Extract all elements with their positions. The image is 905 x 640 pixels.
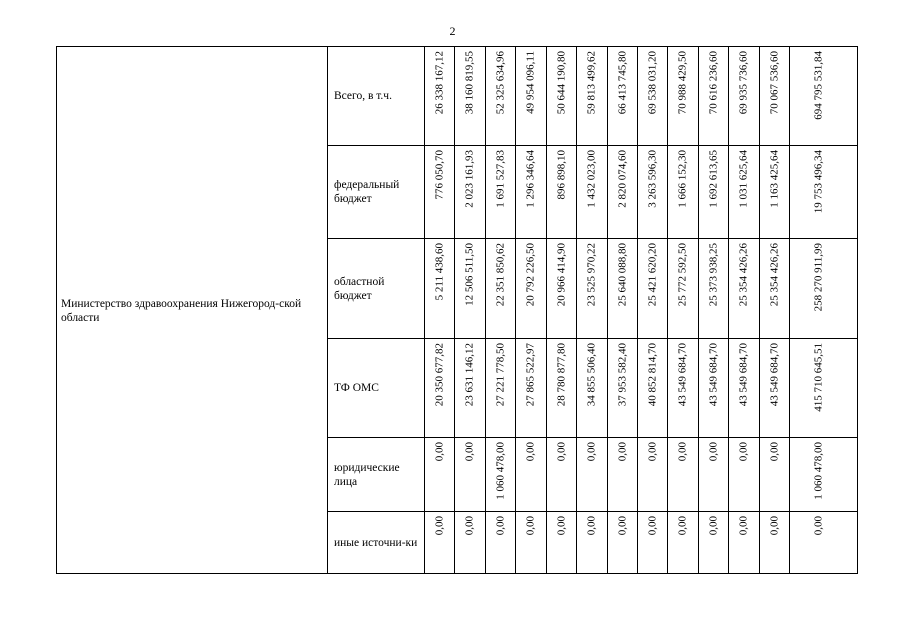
table-cell: [729, 47, 760, 145]
table-cell: [608, 239, 638, 338]
cell-value: 20 792 226,50: [524, 243, 537, 307]
table-cell: [455, 47, 486, 145]
table-cell: [760, 438, 790, 511]
cell-value: 2 820 074,60: [616, 150, 628, 208]
table-row: [328, 438, 857, 512]
table-cell: [790, 47, 848, 145]
cell-value: 0,00: [555, 442, 567, 462]
table-cell: [486, 339, 516, 437]
table-cell: [668, 438, 699, 511]
table-cell: [455, 512, 486, 573]
cell-value: 0,00: [737, 516, 750, 536]
table-cell: [486, 438, 516, 511]
cell-value: 0,00: [463, 442, 476, 462]
funding-table: [56, 46, 858, 574]
table-cell: [729, 339, 760, 437]
cell-value: 40 852 814,70: [646, 343, 658, 407]
table-cell: [760, 47, 790, 145]
cell-value: 20 350 677,82: [433, 343, 445, 407]
cell-value: 34 855 506,40: [585, 343, 598, 407]
table-cell: [547, 47, 577, 145]
table-cell: [547, 146, 577, 238]
cell-value: 25 640 088,80: [616, 243, 628, 307]
table-cell: [516, 512, 547, 573]
table-cell: [608, 47, 638, 145]
cell-value: 0,00: [524, 442, 537, 462]
table-cell: [577, 512, 608, 573]
table-row: [328, 512, 857, 573]
cell-value: 1 666 152,30: [676, 150, 689, 208]
table-cell: [790, 438, 848, 511]
table-cell: [729, 146, 760, 238]
table-cell: [668, 339, 699, 437]
table-cell: [577, 47, 608, 145]
table-cell: [425, 512, 455, 573]
table-cell: [486, 146, 516, 238]
row-label-cell: [328, 512, 425, 573]
table-cell: [668, 512, 699, 573]
table-cell: [577, 239, 608, 338]
cell-value: 43 549 684,70: [676, 343, 689, 407]
row-label-cell: [328, 146, 425, 238]
table-cell: [547, 438, 577, 511]
table-cell: [577, 339, 608, 437]
cell-value: 25 354 426,26: [737, 243, 750, 307]
table-cell: [516, 239, 547, 338]
cell-value: 0,00: [676, 516, 689, 536]
cell-value: 27 865 522,97: [524, 343, 537, 407]
cell-value: 0,00: [707, 442, 719, 462]
table-cell: [516, 146, 547, 238]
cell-total-value: 258 270 911,99: [812, 243, 825, 312]
cell-value: 26 338 167,12: [433, 51, 445, 115]
table-cell: [455, 239, 486, 338]
table-cell: [729, 239, 760, 338]
table-cell: [577, 146, 608, 238]
cell-value: 0,00: [676, 442, 689, 462]
cell-value: 0,00: [707, 516, 719, 536]
cell-value: 0,00: [616, 442, 628, 462]
cell-value: 25 373 938,25: [707, 243, 719, 307]
table-cell: [638, 339, 668, 437]
cell-value: 37 953 582,40: [616, 343, 628, 407]
cell-value: 28 780 877,80: [555, 343, 567, 407]
table-cell: [699, 512, 729, 573]
table-cell: [638, 239, 668, 338]
table-cell: [790, 339, 848, 437]
cell-value: 49 954 096,11: [524, 51, 537, 114]
table-cell: [425, 438, 455, 511]
organization-cell: [57, 47, 328, 573]
organization-name: Министерство здравоохранения Нижегород-ской области: [61, 298, 302, 324]
cell-total-value: 19 753 496,34: [812, 150, 825, 214]
table-cell: [638, 47, 668, 145]
table-cell: [699, 146, 729, 238]
table-cell: [455, 438, 486, 511]
cell-value: 1 296 346,64: [524, 150, 537, 208]
cell-value: 59 813 499,62: [585, 51, 598, 115]
table-cell: [547, 339, 577, 437]
table-cell: [425, 239, 455, 338]
cell-value: 23 631 146,12: [463, 343, 476, 407]
table-cell: [608, 146, 638, 238]
table-cell: [790, 146, 848, 238]
table-cell: [608, 339, 638, 437]
cell-value: 69 538 031,20: [646, 51, 658, 115]
cell-value: 0,00: [646, 442, 658, 462]
table-cell: [729, 512, 760, 573]
table-cell: [486, 239, 516, 338]
cell-value: 43 549 684,70: [768, 343, 780, 407]
table-cell: [729, 438, 760, 511]
cell-value: 776 050,70: [433, 150, 445, 200]
cell-value: 0,00: [585, 442, 598, 462]
table-cell: [668, 146, 699, 238]
row-label-cell: [328, 239, 425, 338]
cell-value: 43 549 684,70: [737, 343, 750, 407]
table-cell: [425, 47, 455, 145]
cell-value: 0,00: [768, 516, 780, 536]
cell-value: 0,00: [737, 442, 750, 462]
row-label-cell: [328, 339, 425, 437]
cell-value: 896 898,10: [555, 150, 567, 200]
cell-value: 0,00: [433, 442, 445, 462]
row-label: ТФ ОМС: [334, 382, 379, 394]
table-cell: [516, 438, 547, 511]
table-cell: [608, 438, 638, 511]
cell-value: 0,00: [524, 516, 537, 536]
cell-value: 43 549 684,70: [707, 343, 719, 407]
cell-value: 0,00: [646, 516, 658, 536]
cell-value: 25 421 620,20: [646, 243, 658, 307]
table-cell: [668, 47, 699, 145]
table-cell: [790, 239, 848, 338]
cell-value: 1 432 023,00: [585, 150, 598, 208]
cell-total-value: 694 795 531,84: [812, 51, 825, 120]
table-row: [328, 146, 857, 239]
cell-total-value: 0,00: [812, 516, 825, 536]
table-cell: [425, 146, 455, 238]
cell-value: 70 067 536,60: [768, 51, 780, 115]
table-cell: [760, 146, 790, 238]
cell-value: 70 988 429,50: [676, 51, 689, 115]
table-cell: [577, 438, 608, 511]
table-cell: [486, 512, 516, 573]
cell-value: 50 644 190,80: [555, 51, 567, 115]
cell-value: 1 163 425,64: [768, 150, 780, 208]
table-cell: [668, 239, 699, 338]
table-cell: [638, 146, 668, 238]
table-cell: [760, 339, 790, 437]
cell-value: 23 525 970,22: [585, 243, 598, 307]
table-cell: [699, 239, 729, 338]
table-cell: [760, 239, 790, 338]
cell-value: 22 351 850,62: [494, 243, 506, 307]
table-cell: [699, 438, 729, 511]
row-label-cell: [328, 47, 425, 145]
row-label: юридические лица: [334, 461, 400, 488]
cell-value: 12 506 511,50: [463, 243, 476, 306]
cell-value: 0,00: [494, 516, 506, 536]
cell-value: 25 354 426,26: [768, 243, 780, 307]
table-cell: [547, 512, 577, 573]
cell-value: 20 966 414,90: [555, 243, 567, 307]
row-label: иные источни-ки: [334, 536, 418, 549]
row-label: федеральный бюджет: [334, 179, 400, 205]
cell-total-value: 415 710 645,51: [812, 343, 825, 412]
table-row: [328, 339, 857, 438]
cell-value: 2 023 161,93: [463, 150, 476, 208]
table-cell: [516, 47, 547, 145]
table-cell: [547, 239, 577, 338]
cell-value: 0,00: [463, 516, 476, 536]
table-cell: [425, 339, 455, 437]
cell-value: 66 413 745,80: [616, 51, 628, 115]
cell-value: 38 160 819,55: [463, 51, 476, 115]
table-row: [328, 239, 857, 339]
table-cell: [608, 512, 638, 573]
cell-value: 25 772 592,50: [676, 243, 689, 307]
cell-value: 52 325 634,96: [494, 51, 506, 115]
cell-value: 3 263 596,30: [646, 150, 658, 208]
cell-value: 0,00: [616, 516, 628, 536]
cell-value: 27 221 778,50: [494, 343, 506, 407]
table-row: [328, 47, 857, 146]
cell-value: 70 616 236,60: [707, 51, 719, 115]
cell-value: 0,00: [768, 442, 780, 462]
cell-value: 1 031 625,64: [737, 150, 750, 208]
cell-value: 1 691 527,83: [494, 150, 506, 208]
cell-value: 1 692 613,65: [707, 150, 719, 208]
table-cell: [699, 339, 729, 437]
cell-value: 0,00: [585, 516, 598, 536]
cell-value: 0,00: [555, 516, 567, 536]
table-cell: [516, 339, 547, 437]
table-cell: [638, 438, 668, 511]
cell-value: 0,00: [433, 516, 445, 536]
table-cell: [455, 339, 486, 437]
table-cell: [638, 512, 668, 573]
page-number: 2: [449, 24, 456, 38]
table-cell: [760, 512, 790, 573]
row-label-cell: [328, 438, 425, 511]
table-cell: [790, 512, 848, 573]
table-cell: [486, 47, 516, 145]
cell-value: 1 060 478,00: [494, 442, 506, 500]
cell-total-value: 1 060 478,00: [812, 442, 825, 500]
cell-value: 5 211 438,60: [433, 243, 445, 301]
table-cell: [699, 47, 729, 145]
cell-value: 69 935 736,60: [737, 51, 750, 115]
row-label: Всего, в т.ч.: [334, 90, 392, 102]
table-cell: [455, 146, 486, 238]
row-label: областной бюджет: [334, 275, 385, 302]
